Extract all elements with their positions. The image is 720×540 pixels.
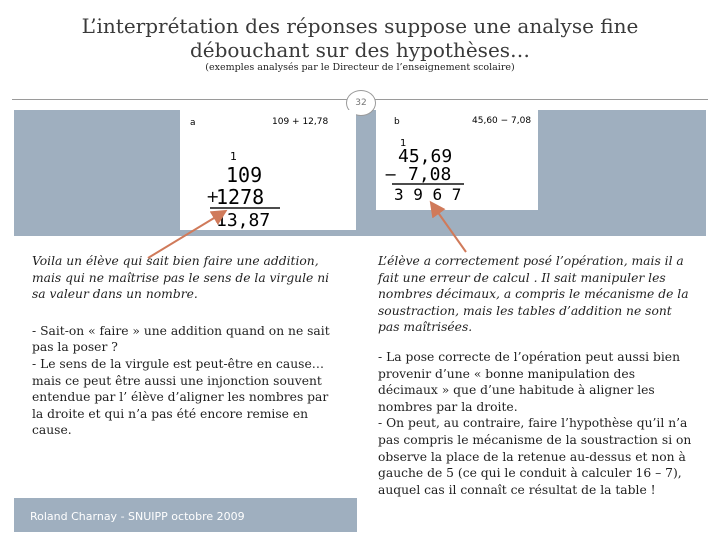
- left-intro: Voila un élève qui sait bien faire une addition, mais qui ne maîtrise pas le sens de la virgule ni sa valeur dans un nombre.: [32, 254, 330, 302]
- right-column: [378, 253, 692, 498]
- right-point-1: - La pose correcte de l’opération peut aussi bien provenir d’une « bonne manipulation des décimaux » que d’une habitude à aligner les nombres par la droite.: [378, 349, 680, 414]
- spacer: [32, 303, 332, 323]
- scan-b-carry: 1: [400, 138, 407, 149]
- arrow-a: [148, 212, 224, 258]
- scan-a-line2: 1278: [216, 185, 265, 209]
- spacer: [378, 336, 692, 349]
- scan-a-carry: 1: [230, 150, 237, 163]
- left-point-1: - Sait-on « faire » une addition quand on ne sait pas la poser ?: [32, 323, 330, 355]
- left-column: [32, 253, 332, 439]
- scan-b-line1: 45,69: [398, 146, 453, 167]
- scan-a-line1: 109: [226, 163, 263, 187]
- title-line-2: débouchant sur des hypothèses…: [189, 38, 531, 62]
- page-number-badge: 32: [346, 90, 376, 116]
- right-point-2: - On peut, au contraire, faire l’hypothèse qu’il n’a pas compris le mécanisme de la soustraction si on observe la place de la retenue au-dessus et non à gauche de 5 (ce qui le conduit à calculer 16 – 7), auquel cas il connaît ce résultat de la table !: [378, 416, 692, 497]
- scan-a-result: 13,87: [216, 210, 271, 230]
- arrow-b: [432, 204, 466, 252]
- footer-text: Roland Charnay - SNUIPP octobre 2009: [30, 510, 245, 523]
- scan-a-operation: 109 + 12,78: [272, 117, 329, 127]
- left-point-2: - Le sens de la virgule est peut-être en cause… mais ce peut être aussi une injonction souvent entendue par l’ élève d’aligner les nombres par la droite et qui n’a pas été encore remise en cause.: [32, 356, 329, 438]
- scan-a-plus: +: [206, 187, 220, 206]
- footer-bar: [14, 498, 357, 532]
- scan-a-label: a: [190, 118, 196, 128]
- scan-b-minus: −: [384, 165, 398, 184]
- scan-b-label: b: [394, 117, 400, 127]
- scan-b-operation: 45,60 − 7,08: [472, 116, 532, 126]
- slide-subtitle: (exemples analysés par le Directeur de l’enseignement scolaire): [205, 62, 515, 73]
- title-line-1: L’interprétation des réponses suppose une analyse fine: [81, 14, 639, 38]
- scan-b-result: 3 9 6 7: [394, 185, 462, 204]
- right-intro: L’élève a correctement posé l’opération, mais il a fait une erreur de calcul . Il sait manipuler les nombres décimaux, a compris le mécanisme de la soustraction, mais les tables d’addition ne sont pas maîtrisées.: [378, 254, 689, 335]
- scan-b-line2: 7,08: [408, 164, 452, 185]
